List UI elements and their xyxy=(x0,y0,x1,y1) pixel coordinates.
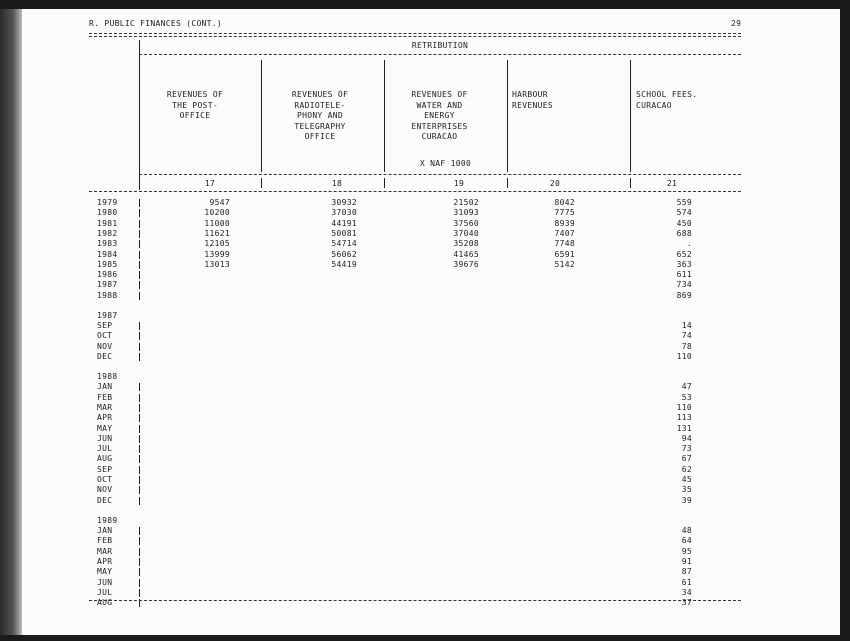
table-cell: 53 xyxy=(681,392,692,402)
table-cell: 5142 xyxy=(554,259,575,269)
row-divider xyxy=(139,455,140,463)
column-number: 20 xyxy=(549,179,561,188)
row-divider xyxy=(139,425,140,433)
rule-top-2 xyxy=(89,36,741,37)
row-divider xyxy=(139,527,140,535)
table-cell: 12105 xyxy=(204,239,230,249)
table-cell: 39676 xyxy=(453,259,479,269)
row-label: FEB xyxy=(97,536,113,546)
table-cell: 11621 xyxy=(204,228,230,238)
row-divider xyxy=(139,476,140,484)
row-divider xyxy=(139,466,140,474)
scan-left-edge xyxy=(0,9,22,635)
row-label: JAN xyxy=(97,526,113,536)
column-header-line: REVENUES OF xyxy=(411,90,468,99)
row-label: MAR xyxy=(97,402,113,412)
column-divider xyxy=(261,178,262,188)
row-label: 1985 xyxy=(97,259,118,269)
group-heading: RETRIBUTION xyxy=(411,41,469,50)
row-label: NOV xyxy=(97,341,113,351)
rule-numbers-bottom xyxy=(89,191,741,192)
row-divider xyxy=(139,209,140,217)
table-cell: 73 xyxy=(681,444,692,454)
row-label: APR xyxy=(97,556,113,566)
column-header-line: CURACAO xyxy=(636,100,672,110)
table-cell: 35 xyxy=(681,485,692,495)
row-divider xyxy=(139,383,140,391)
table-cell: 44191 xyxy=(331,218,357,228)
table-cell: 37040 xyxy=(453,228,479,238)
table-cell: 37560 xyxy=(453,218,479,228)
row-label: 1988 xyxy=(97,290,118,300)
table-cell: 7407 xyxy=(554,228,575,238)
row-divider xyxy=(139,404,140,412)
table-cell: 39 xyxy=(681,495,692,505)
table-cell: 8939 xyxy=(554,218,575,228)
table-cell: 688 xyxy=(676,228,692,238)
row-label: 1980 xyxy=(97,208,118,218)
table-cell: 56062 xyxy=(331,249,357,259)
row-label: 1989 xyxy=(97,515,118,525)
row-label: OCT xyxy=(97,475,113,485)
column-number: 18 xyxy=(331,179,343,188)
row-divider xyxy=(139,322,140,330)
column-divider xyxy=(261,60,262,172)
table-cell: 41465 xyxy=(453,249,479,259)
row-divider xyxy=(139,251,140,259)
column-number: 21 xyxy=(666,179,678,188)
column-divider xyxy=(384,60,385,172)
table-cell: 13013 xyxy=(204,259,230,269)
column-divider xyxy=(630,178,631,188)
table-cell: 869 xyxy=(676,290,692,300)
table-cell: 45 xyxy=(681,475,692,485)
rule-header-bottom xyxy=(139,174,741,175)
table-cell: 450 xyxy=(676,218,692,228)
table-cell: 64 xyxy=(681,536,692,546)
table-cell: 74 xyxy=(681,331,692,341)
row-divider xyxy=(139,558,140,566)
table-cell: 14 xyxy=(681,321,692,331)
row-label: DEC xyxy=(97,351,113,361)
table-cell: 559 xyxy=(676,198,692,207)
table-cell: 574 xyxy=(676,208,692,218)
table-cell: 7748 xyxy=(554,239,575,249)
row-label: JUN xyxy=(97,433,113,443)
table-cell: 31093 xyxy=(453,208,479,218)
table-cell: 95 xyxy=(681,546,692,556)
column-header-line: REVENUES OF xyxy=(291,90,349,99)
column-divider xyxy=(630,60,631,172)
section-title: R. PUBLIC FINANCES (CONT.) xyxy=(89,19,223,28)
row-divider xyxy=(139,281,140,289)
column-header-line: TELEGRAPHY xyxy=(294,121,346,131)
row-divider xyxy=(139,240,140,248)
row-label: AUG xyxy=(97,598,113,608)
row-divider xyxy=(139,199,140,207)
row-divider xyxy=(139,548,140,556)
table-cell: 131 xyxy=(676,423,692,433)
row-label: DEC xyxy=(97,495,113,505)
table-cell: 78 xyxy=(681,341,692,351)
row-divider xyxy=(139,343,140,351)
row-divider xyxy=(139,486,140,494)
table-cell: 113 xyxy=(676,413,692,423)
rule-group xyxy=(139,54,741,55)
row-label: FEB xyxy=(97,392,113,402)
column-header-line: ENTERPRISES xyxy=(411,121,468,131)
table-cell: 7775 xyxy=(554,208,575,218)
table-cell: 21502 xyxy=(453,198,479,207)
column-header-line: REVENUES xyxy=(512,100,553,110)
column-divider xyxy=(139,40,140,190)
table-cell: 9547 xyxy=(209,198,230,207)
table-cell: . xyxy=(686,239,692,249)
row-divider xyxy=(139,599,140,607)
column-number: 17 xyxy=(204,179,216,188)
row-divider xyxy=(139,271,140,279)
row-label: 1986 xyxy=(97,270,118,280)
table-cell: 48 xyxy=(681,526,692,536)
row-divider xyxy=(139,568,140,576)
table-cell: 8042 xyxy=(554,198,575,207)
table-cell: 62 xyxy=(681,464,692,474)
column-divider xyxy=(507,60,508,172)
column-header-line: ENERGY xyxy=(424,111,455,120)
row-label: JAN xyxy=(97,382,113,392)
column-header-line: SCHOOL FEES. xyxy=(636,90,698,99)
column-header-line: OFFICE xyxy=(304,132,336,141)
column-header-line: REVENUES OF xyxy=(166,90,224,99)
row-label: 1987 xyxy=(97,310,118,320)
table-cell: 61 xyxy=(681,577,692,587)
unit-label: X NAF 1000 xyxy=(419,159,472,168)
table-cell: 37 xyxy=(681,598,692,608)
table-cell: 91 xyxy=(681,556,692,566)
row-label: SEP xyxy=(97,464,113,474)
row-divider xyxy=(139,589,140,597)
column-divider xyxy=(384,178,385,188)
table-cell: 50081 xyxy=(331,228,357,238)
row-divider xyxy=(139,353,140,361)
column-header-line: PHONY AND xyxy=(296,111,344,120)
row-divider xyxy=(139,220,140,228)
row-divider xyxy=(139,579,140,587)
table-cell: 13999 xyxy=(204,249,230,259)
row-label: MAR xyxy=(97,546,113,556)
table-cell: 611 xyxy=(676,270,692,280)
row-label: 1981 xyxy=(97,218,118,228)
row-label: AUG xyxy=(97,454,113,464)
table-cell: 34 xyxy=(681,587,692,597)
row-divider xyxy=(139,497,140,505)
row-label: JUL xyxy=(97,444,113,454)
row-label: 1987 xyxy=(97,280,118,290)
table-cell: 67 xyxy=(681,454,692,464)
table-cell: 94 xyxy=(681,433,692,443)
column-divider xyxy=(507,178,508,188)
row-divider xyxy=(139,230,140,238)
row-divider xyxy=(139,435,140,443)
row-divider xyxy=(139,261,140,269)
column-header-line: OFFICE xyxy=(179,111,211,120)
row-divider xyxy=(139,292,140,300)
row-divider xyxy=(139,414,140,422)
table-cell: 110 xyxy=(676,402,692,412)
page-number: 29 xyxy=(731,19,742,28)
table-cell: 363 xyxy=(676,259,692,269)
row-label: SEP xyxy=(97,321,113,331)
row-label: APR xyxy=(97,413,113,423)
row-divider xyxy=(139,394,140,402)
table-cell: 10200 xyxy=(204,208,230,218)
row-label: 1979 xyxy=(97,198,118,207)
table-cell: 35208 xyxy=(453,239,479,249)
row-label: JUL xyxy=(97,587,113,597)
table-cell: 6591 xyxy=(554,249,575,259)
row-label: 1982 xyxy=(97,228,118,238)
column-header-line: RADIOTELE- xyxy=(294,100,346,110)
row-label: 1983 xyxy=(97,239,118,249)
row-label: OCT xyxy=(97,331,113,341)
table-cell: 734 xyxy=(676,280,692,290)
table-cell: 11000 xyxy=(204,218,230,228)
row-label: 1988 xyxy=(97,372,118,382)
table-cell: 110 xyxy=(676,351,692,361)
table-cell: 37030 xyxy=(331,208,357,218)
column-header-line: WATER AND xyxy=(416,100,463,110)
table-cell: 54419 xyxy=(331,259,357,269)
column-number: 19 xyxy=(453,179,465,188)
table-cell: 47 xyxy=(681,382,692,392)
row-divider xyxy=(139,445,140,453)
table-cell: 87 xyxy=(681,567,692,577)
column-header-line: THE POST- xyxy=(171,100,219,110)
table-cell: 652 xyxy=(676,249,692,259)
row-divider xyxy=(139,332,140,340)
row-label: MAY xyxy=(97,423,113,433)
rule-top-1 xyxy=(89,33,741,34)
table-cell: 54714 xyxy=(331,239,357,249)
row-label: NOV xyxy=(97,485,113,495)
column-header-line: HARBOUR xyxy=(512,90,548,99)
row-label: 1984 xyxy=(97,249,118,259)
row-label: JUN xyxy=(97,577,113,587)
column-header-line: CURACAO xyxy=(421,132,458,141)
row-divider xyxy=(139,537,140,545)
row-label: MAY xyxy=(97,567,113,577)
table-cell: 30932 xyxy=(331,198,357,207)
